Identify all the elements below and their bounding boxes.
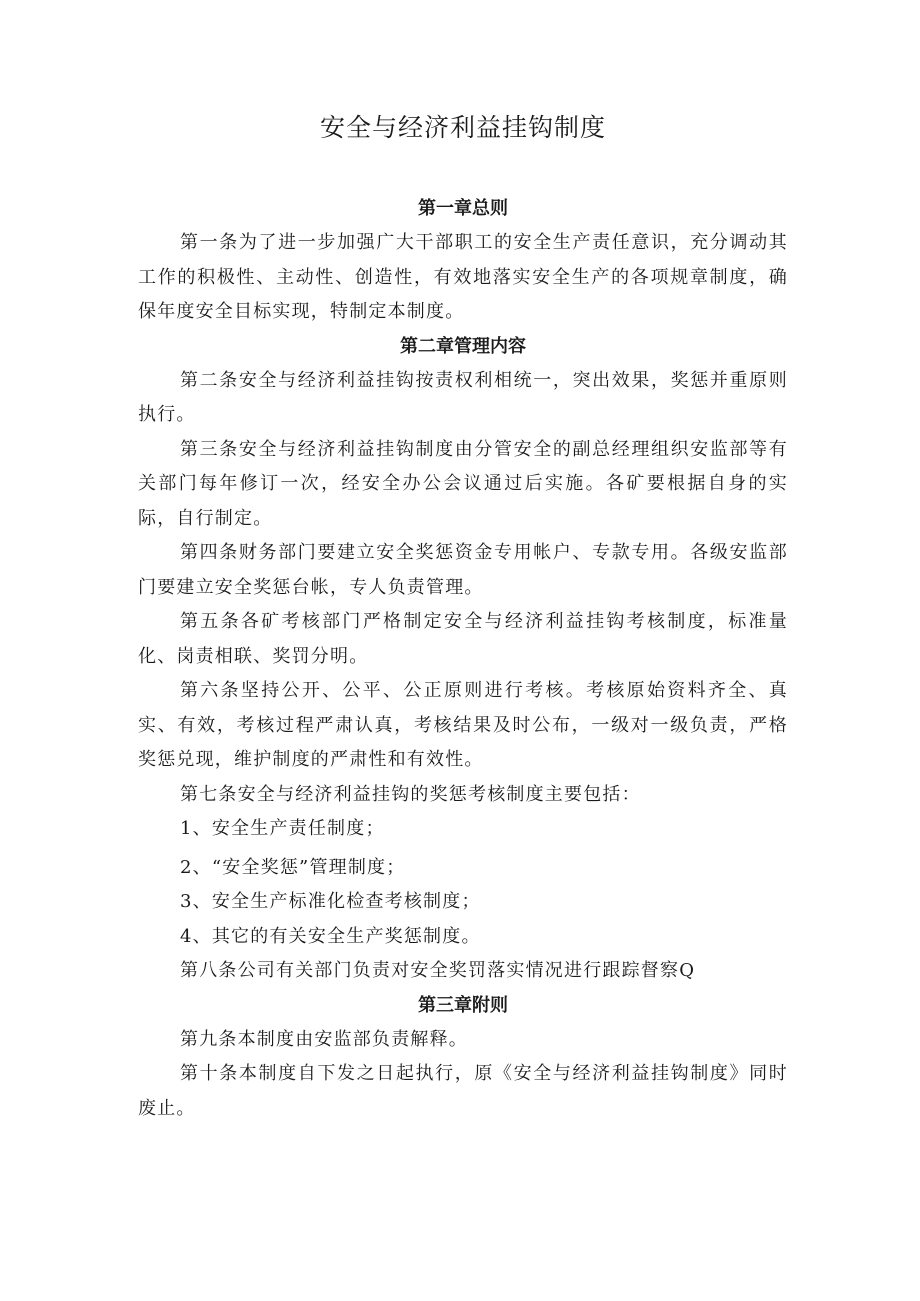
chapter-2 bbox=[138, 330, 788, 989]
article-9: 第九条本制度由安监部负责解释。 bbox=[180, 1028, 468, 1050]
article-4: 第四条财务部门要建立安全奖惩资金专用帐户、专款专用。各级安监部门要建立安全奖惩台帐，专人负责管理。 bbox=[138, 542, 788, 598]
list-item: 4、其它的有关安全生产奖惩制度。 bbox=[180, 925, 481, 947]
document-page bbox=[138, 108, 788, 1126]
article-5: 第五条各矿考核部门严格制定安全与经济利益挂钩考核制度，标准量化、岗责相联、奖罚分明。 bbox=[138, 611, 788, 667]
list-item: 2、“安全奖惩”管理制度； bbox=[180, 856, 406, 878]
article-10: 第十条本制度自下发之日起执行，原《安全与经济利益挂钩制度》同时废止。 bbox=[138, 1063, 788, 1119]
chapter-3 bbox=[138, 989, 788, 1127]
article-6: 第六条坚持公开、公平、公正原则进行考核。考核原始资料齐全、真实、有效，考核过程严肃认真，考核结果及时公布，一级对一级负责，严格奖惩兑现，维护制度的严肃性和有效性。 bbox=[138, 680, 788, 770]
document-title: 安全与经济利益挂钩制度 bbox=[319, 113, 606, 142]
list-item: 3、安全生产标准化检查考核制度； bbox=[180, 891, 481, 912]
chapter-1 bbox=[138, 192, 788, 330]
list-item: 1、安全生产责任制度； bbox=[180, 818, 385, 839]
chapter-heading: 第二章管理内容 bbox=[400, 335, 526, 357]
article-2: 第二条安全与经济利益挂钩按责权利相统一，突出效果，奖惩并重原则执行。 bbox=[138, 369, 788, 425]
article-1: 第一条为了进一步加强广大干部职工的安全生产责任意识，充分调动其工作的积极性、主动性、创造性，有效地落实安全生产的各项规章制度，确保年度安全目标实现，特制定本制度。 bbox=[138, 232, 788, 322]
article-7: 第七条安全与经济利益挂钩的奖惩考核制度主要包括： bbox=[180, 783, 641, 805]
chapter-heading: 第一章总则 bbox=[418, 198, 508, 219]
article-8: 第八条公司有关部门负责对安全奖罚落实情况进行跟踪督察Q bbox=[180, 960, 696, 981]
article-3: 第三条安全与经济利益挂钩制度由分管安全的副总经理组织安监部等有关部门每年修订一次，经安全办公会议通过后实施。各矿要根据自身的实际，自行制定。 bbox=[138, 438, 788, 529]
chapter-heading: 第三章附则 bbox=[418, 994, 508, 1016]
